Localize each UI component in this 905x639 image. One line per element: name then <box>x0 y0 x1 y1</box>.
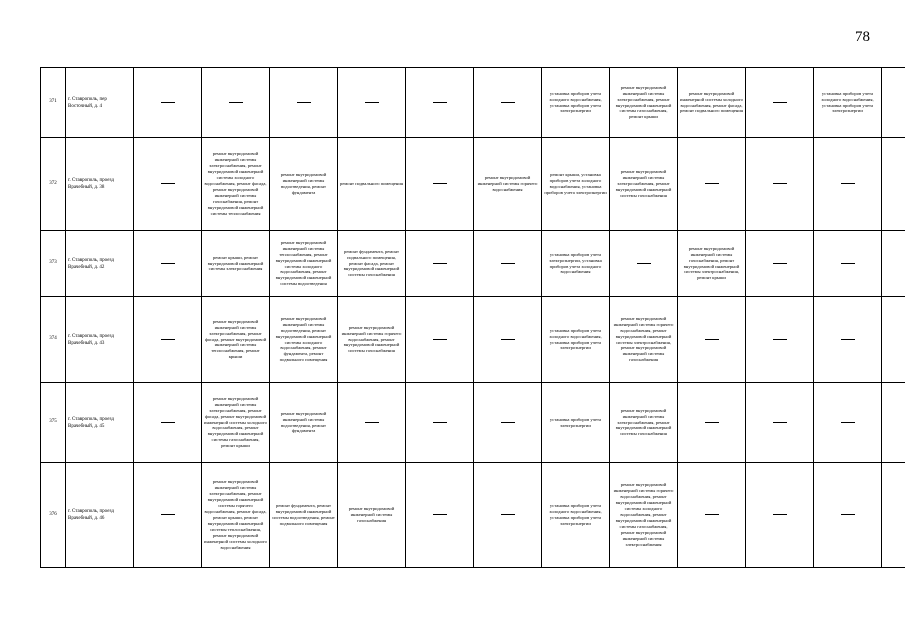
work-cell: установка приборов учета холодного водоснабжения, установка приборов учета электроэнергии <box>542 297 610 383</box>
dash-mark <box>501 263 515 264</box>
work-cell: ремонт внутридомовой инженерной системы горячего водоснабжения, ремонт внутридомовой инженерной системы электроснабжения, ремонт внутридомовой инженерной системы газоснабжения <box>610 297 678 383</box>
page-number: 78 <box>855 29 870 45</box>
work-cell: ремонт внутридомовой инженерной системы водоотведения, ремонт фундамента <box>270 138 338 231</box>
work-cell: ремонт внутридомовой инженерной системы холодного водоснабжения, ремонт фасада, ремонт подвального помещения <box>678 68 746 138</box>
empty-cell <box>202 68 270 138</box>
empty-cell <box>474 297 542 383</box>
empty-cell <box>814 138 882 231</box>
table-row <box>41 138 905 231</box>
work-cell: ремонт крыши, установка приборов учета холодного водоснабжения, установка приборов учета электроэнергии <box>542 138 610 231</box>
work-cell: ремонт подвального помещения <box>338 138 406 231</box>
work-cell: ремонт внутридомовой инженерной системы электроснабжения, ремонт внутридомовой инженерной системы горячего водоснабжения, ремонт фасада, ремонт крыши, ремонт внутридомовой инженерной системы теплоснабжения, ремонт внутридомовой инженерной системы холодного водоснабжения <box>202 463 270 568</box>
empty-cell <box>406 383 474 463</box>
empty-cell <box>746 138 814 231</box>
empty-cell <box>610 231 678 297</box>
dash-mark <box>705 183 719 184</box>
row-number: 372 <box>41 138 66 231</box>
empty-cell <box>134 68 202 138</box>
empty-cell <box>474 68 542 138</box>
row-number: 371 <box>41 68 66 138</box>
work-cell: ремонт внутридомовой инженерной системы электроснабжения, ремонт фасада, ремонт внутридомовой инженерной системы холодного водоснабжения, ремонт внутридомовой инженерной системы газоснабжения, ремонт крыши <box>202 383 270 463</box>
dash-mark <box>705 422 719 423</box>
dash-mark <box>297 102 311 103</box>
work-cell: ремонт внутридомовой инженерной системы газоснабжения <box>338 463 406 568</box>
work-cell: установка приборов учета холодного водоснабжения, установка приборов учета электроэнергии <box>542 463 610 568</box>
work-cell: ремонт внутридомовой инженерной системы теплоснабжения, ремонт внутридомовой инженерной системы холодного водоснабжения, ремонт внутридомовой инженерной системы водоотведения <box>270 231 338 297</box>
dash-mark <box>501 102 515 103</box>
address-cell: г. Ставрополь, проезд Врачебный, д. 42 <box>66 231 134 297</box>
empty-cell <box>882 297 905 383</box>
empty-cell <box>814 463 882 568</box>
empty-cell <box>134 463 202 568</box>
dash-mark <box>773 514 787 515</box>
row-number: 376 <box>41 463 66 568</box>
empty-cell <box>746 68 814 138</box>
table-row <box>41 231 905 297</box>
work-cell: ремонт внутридомовой инженерной системы газоснабжения, ремонт внутридомовой инженерной системы электроснабжения, ремонт крыши <box>678 231 746 297</box>
work-cell: ремонт внутридомовой инженерной системы электроснабжения, ремонт внутридомовой инженерной системы газоснабжения, ремонт крыши <box>610 68 678 138</box>
dash-mark <box>433 339 447 340</box>
work-cell: ремонт внутридомовой инженерной системы горячего водоснабжения <box>474 138 542 231</box>
work-cell: ремонт внутридомовой инженерной системы электроснабжения, ремонт внутридомовой инженерной системы холодного водоснабжения, ремонт фасада, ремонт внутридомовой инженерной системы газоснабжения, ремонт внутридомовой инженерной системы теплоснабжения <box>202 138 270 231</box>
empty-cell <box>678 463 746 568</box>
dash-mark <box>433 183 447 184</box>
work-cell: ремонт внутридомовой инженерной системы электроснабжения, ремонт внутридомовой инженерной системы газоснабжения <box>610 383 678 463</box>
empty-cell <box>406 138 474 231</box>
empty-cell <box>406 68 474 138</box>
work-cell: ремонт крыши, ремонт внутридомовой инженерной системы электроснабжения <box>202 231 270 297</box>
empty-cell <box>882 68 905 138</box>
address-cell: г. Ставрополь, проезд Врачебный, д. 38 <box>66 138 134 231</box>
empty-cell <box>882 231 905 297</box>
empty-cell <box>814 231 882 297</box>
work-cell: ремонт фундамента, ремонт подвального помещения, ремонт фасада, ремонт внутридомовой инженерной системы газоснабжения <box>338 231 406 297</box>
dash-mark <box>365 422 379 423</box>
dash-mark <box>161 514 175 515</box>
empty-cell <box>270 68 338 138</box>
address-cell: г. Ставрополь, проезд Врачебный, д. 43 <box>66 297 134 383</box>
address-cell: г. Ставрополь, пер Восточный, д. 4 <box>66 68 134 138</box>
empty-cell <box>678 297 746 383</box>
empty-cell <box>814 297 882 383</box>
dash-mark <box>841 514 855 515</box>
empty-cell <box>746 231 814 297</box>
empty-cell <box>678 383 746 463</box>
empty-cell <box>474 463 542 568</box>
table-body <box>41 68 905 568</box>
dash-mark <box>841 339 855 340</box>
empty-cell <box>338 383 406 463</box>
row-number: 375 <box>41 383 66 463</box>
address-cell: г. Ставрополь, проезд Врачебный, д. 45 <box>66 383 134 463</box>
repair-schedule-table <box>40 67 905 568</box>
dash-mark <box>161 102 175 103</box>
empty-cell <box>746 463 814 568</box>
work-cell: установка приборов учета электроэнергии, установка приборов учета холодного водоснабжения <box>542 231 610 297</box>
work-cell: установка приборов учета холодного водоснабжения, установка приборов учета электроэнергии <box>542 68 610 138</box>
dash-mark <box>501 514 515 515</box>
dash-mark <box>161 263 175 264</box>
dash-mark <box>229 102 243 103</box>
work-cell: ремонт внутридомовой инженерной системы горячего водоснабжения, ремонт внутридомовой инженерной системы газоснабжения <box>338 297 406 383</box>
work-cell: ремонт внутридомовой инженерной системы электроснабжения, ремонт внутридомовой инженерной системы газоснабжения <box>610 138 678 231</box>
work-cell: ремонт внутридомовой инженерной системы горячего водоснабжения, ремонт внутридомовой инженерной системы холодного водоснабжения, ремонт внутридомовой инженерной системы газоснабжения, ремонт внутридомовой инженерной системы электроснабжения <box>610 463 678 568</box>
empty-cell <box>746 383 814 463</box>
dash-mark <box>705 339 719 340</box>
dash-mark <box>161 339 175 340</box>
row-number: 374 <box>41 297 66 383</box>
empty-cell <box>746 297 814 383</box>
empty-cell <box>474 383 542 463</box>
empty-cell <box>474 231 542 297</box>
dash-mark <box>773 339 787 340</box>
work-cell: установка приборов учета холодного водоснабжения, установка приборов учета электроэнергии <box>814 68 882 138</box>
address-cell: г. Ставрополь, проезд Врачебный, д. 46 <box>66 463 134 568</box>
empty-cell <box>678 138 746 231</box>
dash-mark <box>433 102 447 103</box>
work-cell: ремонт внутридомовой инженерной системы водоотведения, ремонт фундамента <box>270 383 338 463</box>
empty-cell <box>338 68 406 138</box>
dash-mark <box>161 422 175 423</box>
dash-mark <box>433 422 447 423</box>
empty-cell <box>406 231 474 297</box>
work-cell: ремонт фундамента, ремонт внутридомовой инженерной системы водоотведения, ремонт подвального помещения <box>270 463 338 568</box>
empty-cell <box>134 383 202 463</box>
empty-cell <box>814 383 882 463</box>
table-row <box>41 297 905 383</box>
dash-mark <box>773 263 787 264</box>
empty-cell <box>406 463 474 568</box>
dash-mark <box>433 263 447 264</box>
empty-cell <box>134 297 202 383</box>
dash-mark <box>501 422 515 423</box>
empty-cell <box>882 138 905 231</box>
dash-mark <box>841 183 855 184</box>
empty-cell <box>882 383 905 463</box>
table-row <box>41 68 905 138</box>
dash-mark <box>705 514 719 515</box>
dash-mark <box>637 263 651 264</box>
dash-mark <box>365 102 379 103</box>
dash-mark <box>433 514 447 515</box>
empty-cell <box>134 138 202 231</box>
empty-cell <box>882 463 905 568</box>
dash-mark <box>773 183 787 184</box>
work-cell: ремонт внутридомовой инженерной системы электроснабжения, ремонт фасада, ремонт внутридомовой инженерной системы теплоснабжения, ремонт крыши <box>202 297 270 383</box>
work-cell: установка приборов учета электроэнергии <box>542 383 610 463</box>
dash-mark <box>841 263 855 264</box>
dash-mark <box>161 183 175 184</box>
dash-mark <box>501 339 515 340</box>
empty-cell <box>134 231 202 297</box>
dash-mark <box>773 102 787 103</box>
table-row <box>41 463 905 568</box>
empty-cell <box>406 297 474 383</box>
row-number: 373 <box>41 231 66 297</box>
table-row <box>41 383 905 463</box>
dash-mark <box>841 422 855 423</box>
work-cell: ремонт внутридомовой инженерной системы водоотведения, ремонт внутридомовой инженерной системы холодного водоснабжения, ремонт фундамента, ремонт подвального помещения <box>270 297 338 383</box>
dash-mark <box>773 422 787 423</box>
